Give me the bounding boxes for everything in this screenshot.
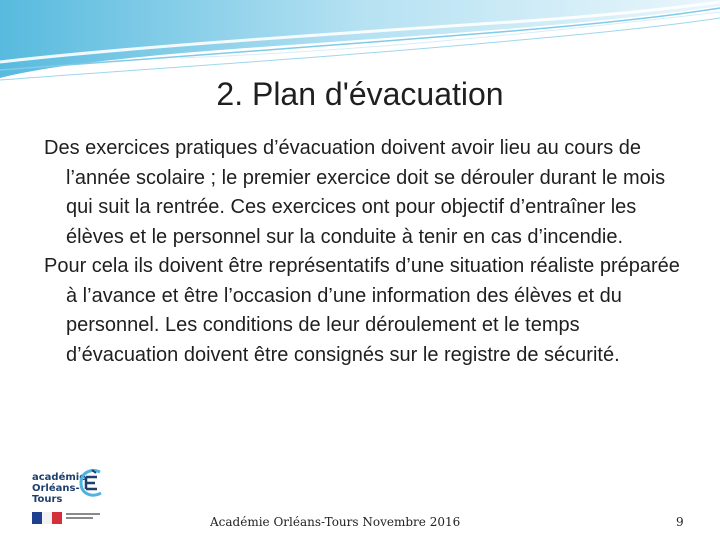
paragraph-representatifs: Pour cela ils doivent être représentatifs d’une situation réaliste préparée à l’avance et être l’occasion d’une information des élèves et du personnel. Les conditions de leur déroulement et le temps d’évacuation doivent être consignés sur le registre de sécurité. <box>44 255 680 366</box>
logo-line-academie: académie <box>32 472 86 483</box>
slide-title: 2. Plan d'évacuation <box>216 76 504 112</box>
logo-line-orleans-tours: Orléans-Tours <box>32 483 80 505</box>
academie-e-logo-icon <box>78 468 104 498</box>
slide-body <box>44 134 694 370</box>
ministry-caption-decoration <box>66 513 100 523</box>
slide-footer: Académie Orléans-Tours Novembre 2016 <box>210 515 461 529</box>
page-number: 9 <box>676 515 684 529</box>
paragraph-exercices: Des exercices pratiques d’évacuation doivent avoir lieu au cours de l’année scolaire ; le premier exercice doit se dérouler durant le mois qui suit la rentrée. Ces exercices ont pour objectif d’entraîner les élèves et le personnel sur la conduite à tenir en cas d’incendie. <box>44 137 666 248</box>
academie-logo <box>26 462 106 532</box>
republique-flag-icon <box>32 512 62 524</box>
